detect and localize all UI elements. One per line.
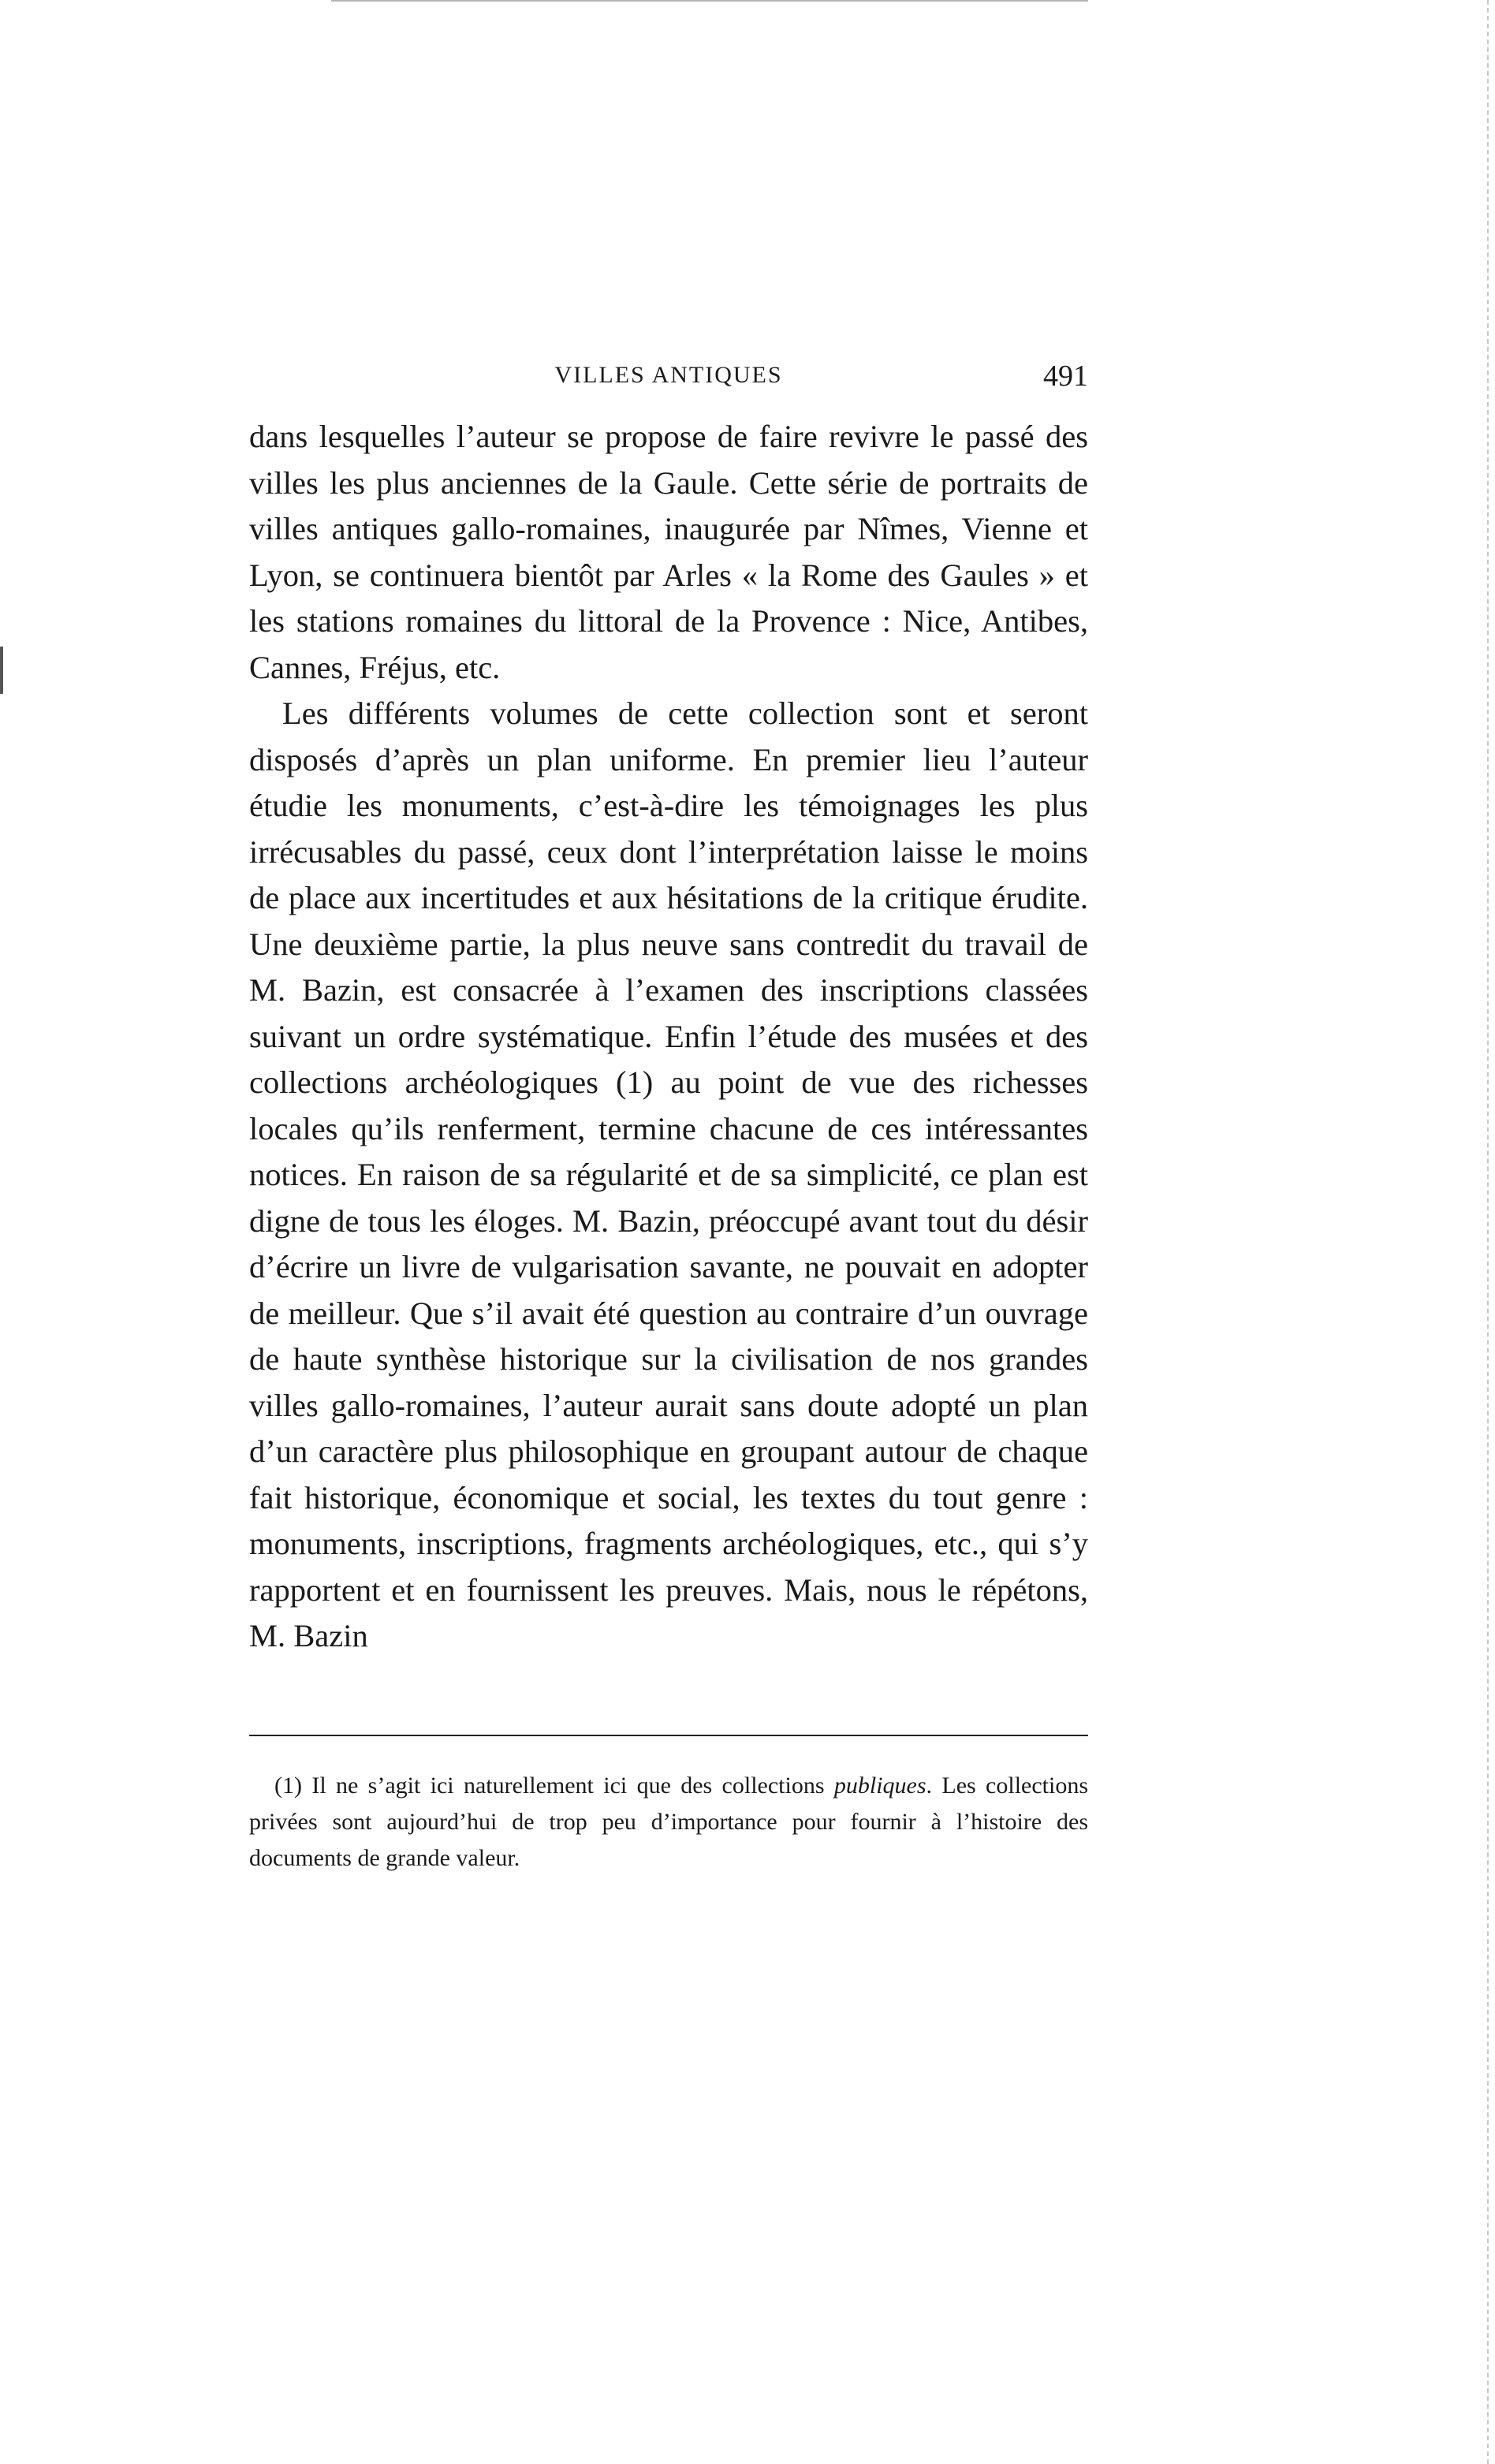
paragraph-1: dans lesquelles l’auteur se propose de faire revivre le passé des villes les plus anciennes de la Gaule. Cette série de portraits de villes antiques gallo-romaines, inaugurée par Nîmes, Vienne et Lyon, se continuera bientôt par Arles « la Rome des Gaules » et les stations romaines du littoral de la Provence : Nice, Antibes, Cannes, Fréjus, etc. [249, 419, 1088, 685]
scan-edge-top [331, 0, 1088, 5]
footnote [249, 1768, 1088, 1877]
footnote-text-start: (1) Il ne s’agit ici naturellement ici que des collections [274, 1773, 834, 1799]
scan-edge-mark [0, 647, 3, 694]
footnote-paragraph [249, 1768, 1088, 1877]
scan-edge-right [1487, 0, 1495, 2464]
running-head [249, 359, 1088, 398]
footnote-italic-word: publiques [833, 1773, 926, 1799]
footnote-rule [249, 1735, 1088, 1736]
footnote-text-end: . Les collections privées sont aujourd’hui de trop peu d’importance pour fournir à l’histoire des documents de grande valeur. [249, 1773, 1089, 1871]
body-text [249, 414, 1088, 1660]
running-title: VILLES ANTIQUES [554, 362, 783, 388]
paragraph-2: Les différents volumes de cette collection sont et seront disposés d’après un plan uniforme. En premier lieu l’auteur étudie les monuments, c’est-à-dire les témoignages les plus irrécusables du passé, ceux dont l’interprétation laisse le moins de place aux incertitudes et aux hésitations de la critique érudite. Une deuxième partie, la plus neuve sans contredit du travail de M. Bazin, est consacrée à l’examen des inscriptions classées suivant un ordre systématique. Enfin l’étude des musées et des collections archéologiques (1) au point de vue des richesses locales qu’ils renferment, termine chacune de ces intéressantes notices. En raison de sa régularité et de sa simplicité, ce plan est digne de tous les éloges. M. Bazin, préoccupé avant tout du désir d’écrire un livre de vulgarisation savante, ne pouvait en adopter de meilleur. Que s’il avait été question au contraire d’un ouvrage de haute synthèse historique sur la civilisation de nos grandes villes gallo-romaines, l’auteur aurait sans doute adopté un plan d’un caractère plus philosophique en groupant autour de chaque fait historique, économique et social, les textes du tout genre : monuments, inscriptions, fragments archéologiques, etc., qui s’y rapportent et en fournissent les preuves. Mais, nous le répétons, M. Bazin [249, 695, 1088, 1653]
page-number: 491 [1043, 360, 1088, 393]
